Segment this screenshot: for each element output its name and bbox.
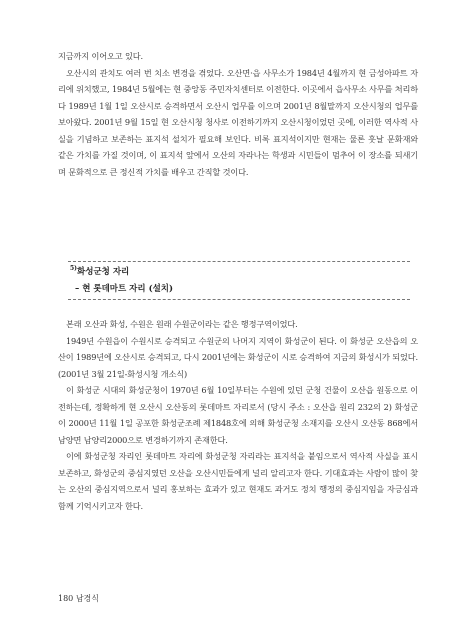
dashed-divider-top (68, 261, 410, 262)
body-text-section-2 (58, 316, 418, 514)
body-text-section-1 (58, 48, 418, 180)
heading-text: 화성군청 자리 (77, 267, 130, 277)
paragraph: 1949년 수원읍이 수원시로 승격되고 수원군의 나머지 지역이 화성군이 된다. 이 화성군 오산읍의 오산이 1989년에 오산시로 승격되고, 다시 2001년에는 화성군이 시로 승격하여 지금의 화성시가 되었다.(2001년 3월 21일-화성시청 개소식) (58, 335, 418, 379)
section-subheading: – 현 롯데마트 자리 (설치) (75, 284, 174, 294)
page-footer: 180 남경식 (58, 594, 99, 603)
paragraph: 이에 화성군청 자리인 롯데마트 자리에 화성군청 자리라는 표지석을 붙임으로서 역사적 사실을 표시 보존하고, 화성군의 중심지였던 오산을 오산시민들에게 널리 알리고자 한다. 기대효과는 사람이 많이 찾는 오산의 중심지역으로서 널리 홍보하는 효과가 있고 현재도 과거도 정치 행정의 중심지임을 자긍심과 함께 기억시키고자 한다. (58, 451, 418, 511)
paragraph: 오산시의 관치도 여러 번 치소 변경을 겪었다. 오산면·읍 사무소가 1984년 4월까지 현 금성아파트 자리에 위치했고, 1984년 5월에는 현 중앙동 주민자치센터로 이전한다. 이곳에서 읍사무소 사무를 처리하다 1989년 1월 1일 오산시로 승격하면서 오산시 업무를 이으며 2001년 8월말까지 오산시청의 업무를 보아왔다. 2001년 9월 15일 현 오산시청 청사로 이전하기까지 오산시청이었던 곳에, 이러한 역사적 사실을 기념하고 보존하는 표지석 설치가 필요해 보인다. 비록 표지석이지만 현재는 물론 훗날 문화재와 같은 가치를 가질 것이며, 이 표지석 앞에서 오산의 자라나는 학생과 시민들이 멈추어 이 장소를 되새기며 문화적으로 큰 정신적 가치를 배우고 간직할 것이다. (58, 67, 418, 177)
paragraph: 본래 오산과 화성, 수원은 원래 수원군이라는 같은 행정구역이었다. (66, 319, 298, 329)
paragraph: 이 화성군 시대의 화성군청이 1970년 6월 10일부터는 수원에 있던 군청 건물이 오산읍 원동으로 이전하는데, 정확하게 현 오산시 오산동의 롯데마트 자리로서 (당시 주소 : 오산읍 원리 232의 2) 화성군이 2000년 11월 1일 공포한 화성군조례 제1848호에 의해 화성군청 소재지를 오산시 오산동 868에서 남양면 남양리2000으로 변경하기까지 존재한다. (58, 385, 418, 445)
paragraph: 지금까지 이어오고 있다. (58, 51, 143, 61)
dashed-divider-bottom (68, 299, 410, 300)
section-heading (70, 265, 129, 277)
heading-footnote-marker: 5) (70, 265, 78, 273)
